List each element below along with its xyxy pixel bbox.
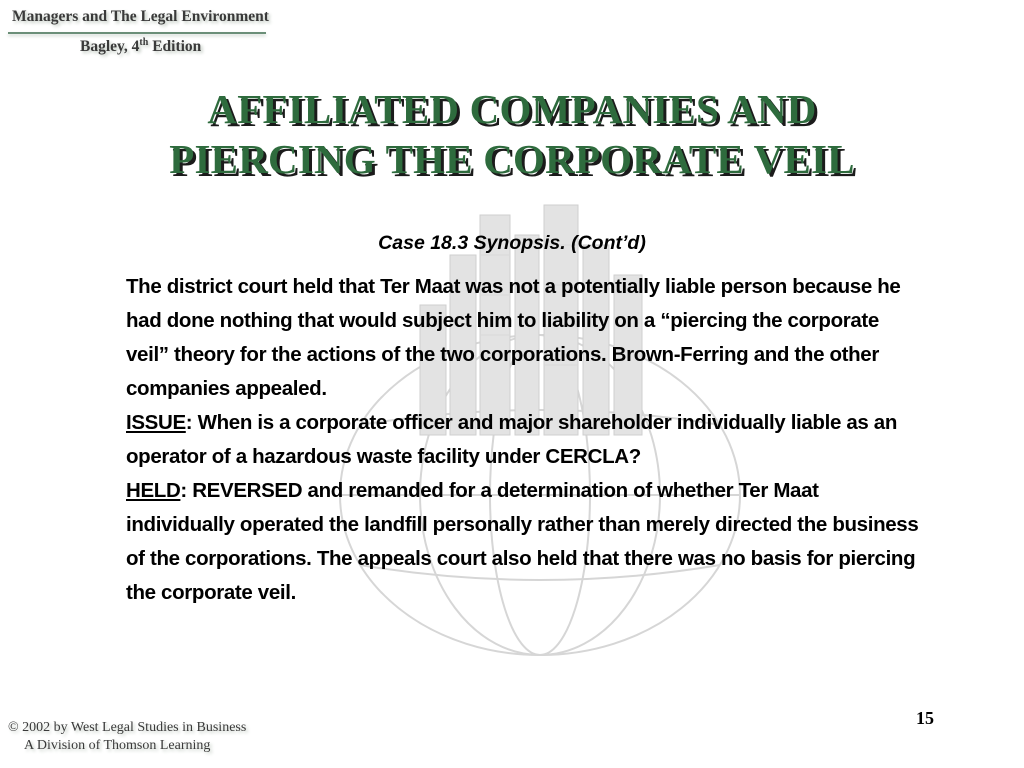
held-text: : REVERSED and remanded for a determination of whether Ter Maat individually operated the landfill personally rather than merely directed the business of the corporations. The appeals court also held that there was no basis for piercing the corporate veil. — [126, 479, 919, 604]
case-subtitle: Case 18.3 Synopsis. (Cont’d) — [378, 232, 646, 254]
issue-text: : When is a corporate officer and major shareholder individually liable as an operator of a hazardous waste facility under CERCLA? — [126, 411, 898, 468]
case-synopsis-body — [126, 270, 926, 610]
holding-paragraph: The district court held that Ter Maat was not a potentially liable person because he had done nothing that would subject him to liability on a “piercing the corporate veil” theory for the actions of the two corporations. Brown-Ferring and the other companies appealed. — [126, 275, 901, 400]
edition-word: Edition — [152, 38, 202, 56]
edition-number: 4 — [131, 38, 140, 56]
copyright-text: © 2002 by West Legal Studies in Business — [8, 720, 247, 735]
book-title: Managers and The Legal Environment — [12, 8, 269, 25]
held-label: HELD — [126, 479, 181, 502]
slide-title-line1: AFFILIATED COMPANIES AND — [207, 86, 817, 132]
publisher-footer — [8, 718, 288, 764]
issue-label: ISSUE — [126, 411, 186, 434]
division-text: A Division of Thomson Learning — [24, 738, 211, 753]
book-header — [8, 6, 270, 68]
page-number: 15 — [916, 708, 934, 728]
issue-paragraph — [126, 406, 926, 474]
slide-title-line2: PIERCING THE CORPORATE VEIL — [169, 136, 855, 182]
book-edition — [80, 37, 201, 56]
book-author: Bagley, — [80, 38, 128, 56]
held-paragraph — [126, 474, 926, 610]
edition-suffix: th — [139, 37, 149, 48]
header-divider — [8, 32, 266, 34]
slide-title — [0, 84, 1024, 184]
